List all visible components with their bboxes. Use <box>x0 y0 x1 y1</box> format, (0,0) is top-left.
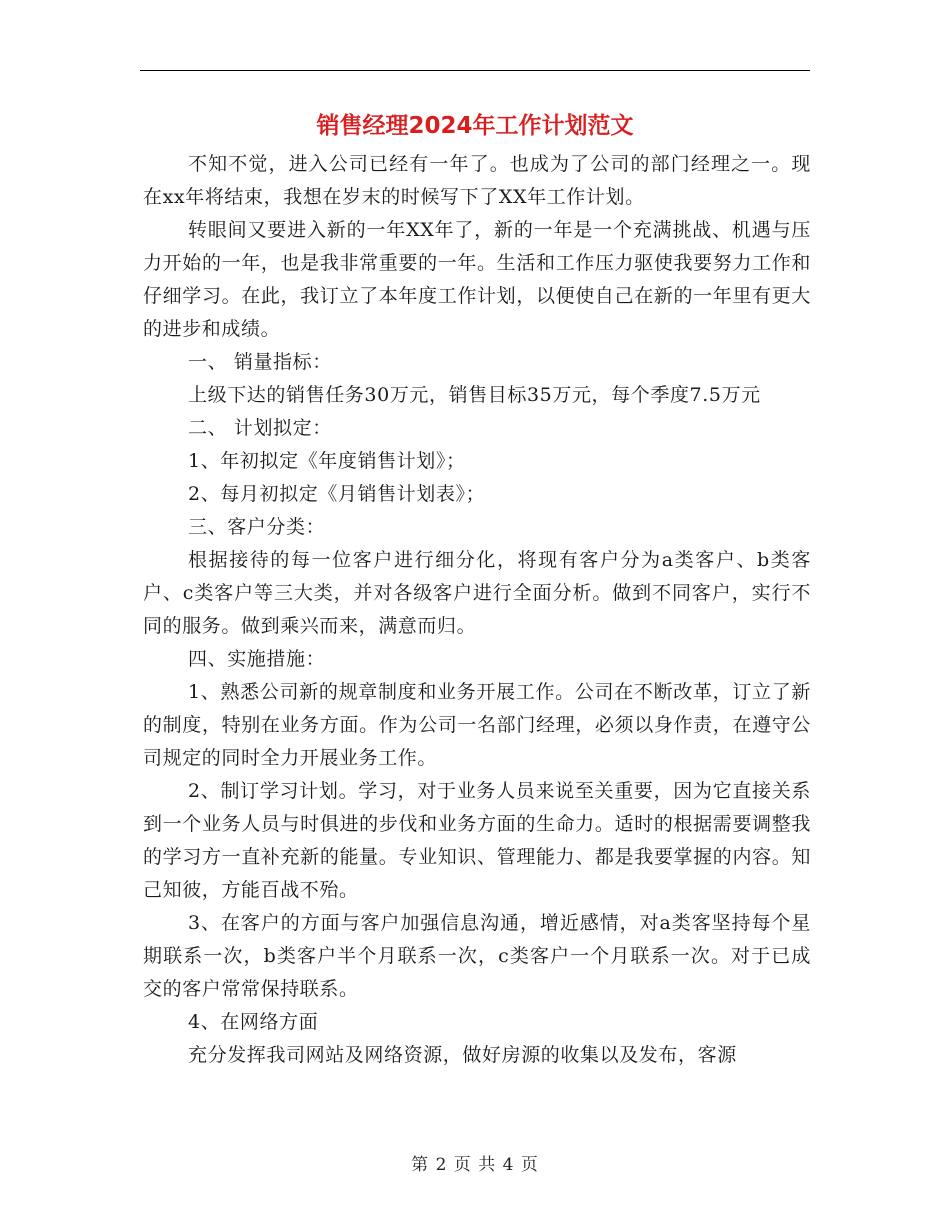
document-body <box>143 148 811 1072</box>
section-heading-sales-target: 一、 销量指标： <box>188 351 332 373</box>
section-heading-customer-classification: 三、客户分类： <box>188 516 326 538</box>
paragraph: 上级下达的销售任务30万元，销售目标35万元，每个季度7.5万元 <box>188 384 761 406</box>
section-heading-measures: 四、实施措施： <box>188 648 326 670</box>
document-title: 销售经理2024年工作计划范文 <box>316 113 634 139</box>
paragraph: 不知不觉，进入公司已经有一年了。也成为了公司的部门经理之一。现在xx年将结束，我想在岁末的时候写下了XX年工作计划。 <box>143 153 811 208</box>
paragraph: 充分发挥我司网站及网络资源，做好房源的收集以及发布，客源 <box>188 1044 737 1066</box>
page-number-footer: 第 2 页 共 4 页 <box>411 1155 539 1175</box>
paragraph: 转眼间又要进入新的一年XX年了，新的一年是一个充满挑战、机遇与压力开始的一年，也是我非常重要的一年。生活和工作压力驱使我要努力工作和仔细学习。在此，我订立了本年度工作计划，以便使自己在新的一年里有更大的进步和成绩。 <box>143 219 811 340</box>
header-rule <box>140 70 810 71</box>
list-item: 1、年初拟定《年度销售计划》； <box>188 450 466 472</box>
list-item: 1、熟悉公司新的规章制度和业务开展工作。公司在不断改革，订立了新的制度，特别在业务方面。作为公司一名部门经理，必须以身作责，在遵守公司规定的同时全力开展业务工作。 <box>143 681 811 769</box>
list-item: 3、在客户的方面与客户加强信息沟通，增近感情，对a类客坚持每个星期联系一次，b类客户半个月联系一次，c类客户一个月联系一次。对于已成交的客户常常保持联系。 <box>143 912 811 1000</box>
paragraph: 根据接待的每一位客户进行细分化，将现有客户分为a类客户、b类客户、c类客户等三大类，并对各级客户进行全面分析。做到不同客户，实行不同的服务。做到乘兴而来，满意而归。 <box>143 549 811 637</box>
list-item: 2、每月初拟定《月销售计划表》； <box>188 483 486 505</box>
list-item: 4、在网络方面 <box>188 1011 319 1033</box>
list-item: 2、制订学习计划。学习，对于业务人员来说至关重要，因为它直接关系到一个业务人员与时俱进的步伐和业务方面的生命力。适时的根据需要调整我的学习方一直补充新的能量。专业知识、管理能力、都是我要掌握的内容。知己知彼，方能百战不殆。 <box>143 780 811 901</box>
section-heading-plan: 二、 计划拟定： <box>188 417 332 439</box>
